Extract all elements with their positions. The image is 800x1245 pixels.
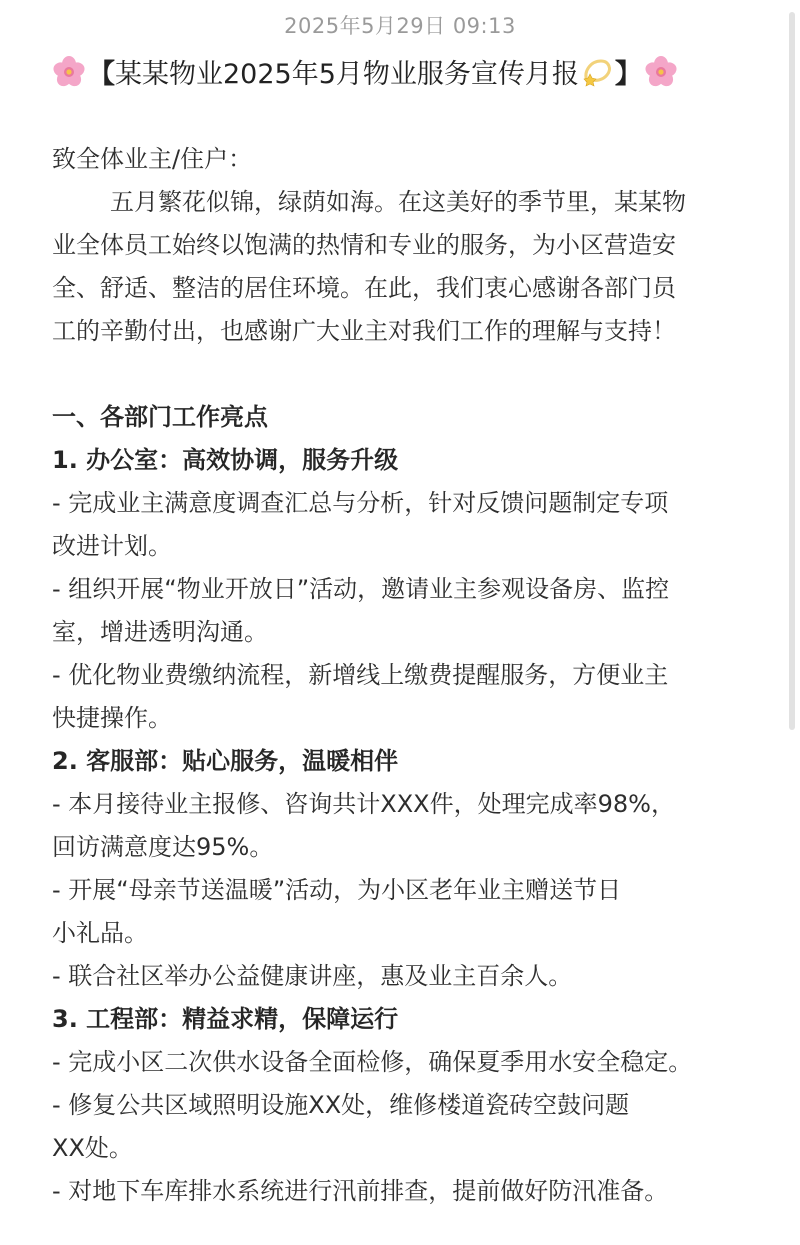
- department-line: - 联合社区举办公益健康讲座，惠及业主百余人。: [52, 962, 573, 990]
- dizzy-comet-icon: [581, 57, 613, 87]
- section-heading: 一、各部门工作亮点: [52, 403, 268, 431]
- greeting: 致全体业主/住户：: [52, 145, 253, 173]
- post-timestamp: 2025年5月29日 09:13: [284, 14, 516, 38]
- department-line: 改进计划。: [52, 532, 172, 560]
- department-line: 快捷操作。: [52, 704, 172, 732]
- intro-line: 全、舒适、整洁的居住环境。在此，我们衷心感谢各部门员: [52, 274, 676, 302]
- cherry-blossom-icon: [52, 55, 86, 89]
- intro-line: 五月繁花似锦，绿荫如海。在这美好的季节里，某某物: [110, 188, 686, 216]
- vertical-scrollbar[interactable]: [789, 12, 795, 730]
- intro-line: 工的辛勤付出，也感谢广大业主对我们工作的理解与支持！: [52, 317, 676, 345]
- department-heading: 3. 工程部：精益求精，保障运行: [52, 1005, 399, 1033]
- title-bracket-close: 】: [614, 59, 642, 90]
- post-title: [52, 52, 780, 91]
- department-line: - 对地下车库排水系统进行汛前排查，提前做好防汛准备。: [52, 1177, 669, 1205]
- spacer: [52, 353, 742, 396]
- department-line: - 修复公共区域照明设施XX处，维修楼道瓷砖空鼓问题: [52, 1091, 630, 1119]
- cherry-blossom-icon: [644, 55, 678, 89]
- department-line: - 完成业主满意度调查汇总与分析，针对反馈问题制定专项: [52, 489, 669, 517]
- department-line: 回访满意度达95%。: [52, 833, 274, 861]
- department-line: XX处。: [52, 1134, 133, 1162]
- post-body: [52, 138, 742, 1213]
- department-line: - 组织开展“物业开放日”活动，邀请业主参观设备房、监控: [52, 575, 670, 603]
- department-line: - 优化物业费缴纳流程，新增线上缴费提醒服务，方便业主: [52, 661, 669, 689]
- title-text: 某某物业2025年5月物业服务宣传月报: [115, 59, 579, 90]
- department-heading: 2. 客服部：贴心服务，温暖相伴: [52, 747, 399, 775]
- department-line: - 本月接待业主报修、咨询共计XXX件，处理完成率98%，: [52, 790, 675, 818]
- title-bracket-open: 【: [88, 59, 115, 90]
- department-heading: 1. 办公室：高效协调，服务升级: [52, 446, 399, 474]
- intro-line: 业全体员工始终以饱满的热情和专业的服务，为小区营造安: [52, 231, 676, 259]
- department-line: 室，增进透明沟通。: [52, 618, 268, 646]
- department-line: - 完成小区二次供水设备全面检修，确保夏季用水安全稳定。: [52, 1048, 693, 1076]
- department-line: - 开展“母亲节送温暖”活动，为小区老年业主赠送节日: [52, 876, 622, 904]
- department-line: 小礼品。: [52, 919, 148, 947]
